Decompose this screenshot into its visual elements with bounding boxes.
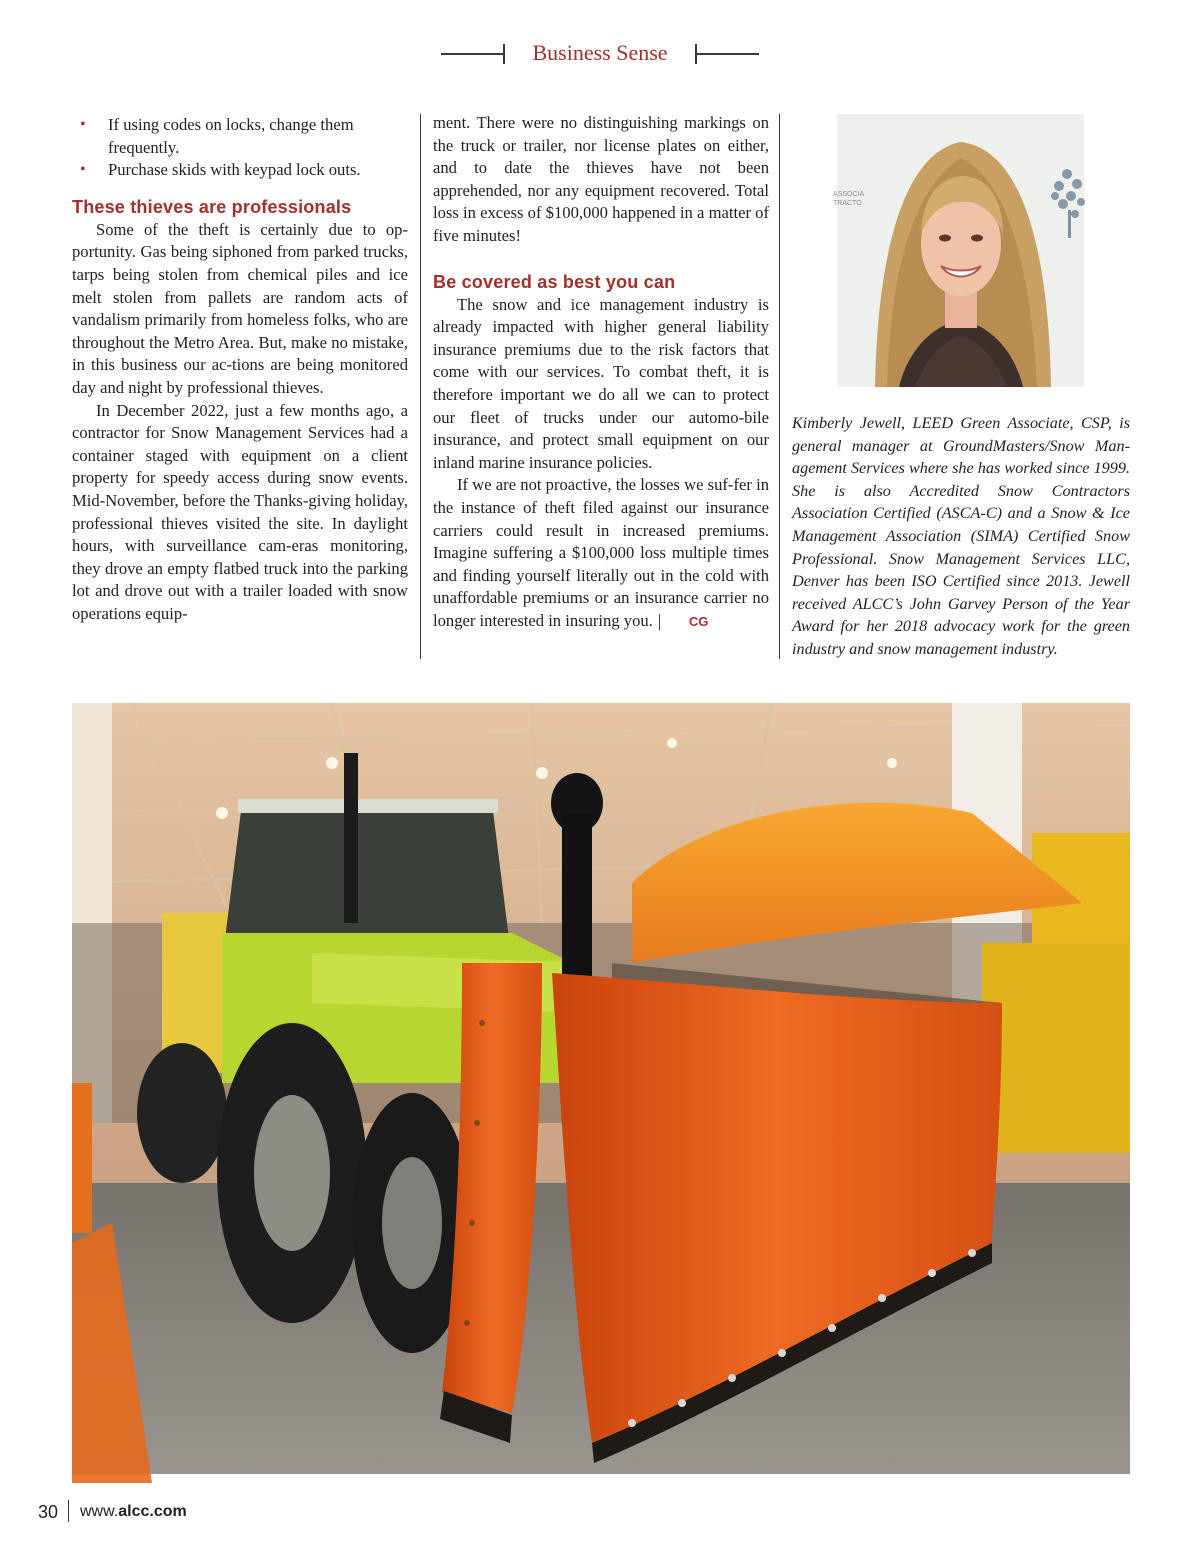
header-tick-left [503,44,505,64]
tip-text: Purchase skids with keypad lock outs. [108,160,361,180]
column-rule [779,114,780,659]
end-mark: CG [659,614,709,630]
snowplow-tractor-illustration [72,703,1130,1474]
backdrop-text: ASSOCIA [833,191,865,198]
paragraph: The snow and ice management industry is already impacted with higher general liability insurance premiums due to the risk factors that come with our services. To combat theft, it is therefore important we do all we can to protect our fleet of trucks under our automo-bile insurance, and protect small equipment on our inland marine insurance policies. [433,294,769,472]
website-url[interactable] [80,1503,187,1521]
paragraph-continued: ment. There were no distinguishing markings on the truck or trailer, nor license plates on either, and to date the thieves have not been apprehended, nor any equipment recovered. Total loss in excess of $100,000 happened in a matter of five minutes! [433,113,769,245]
article-column-1 [72,114,408,625]
bullet-icon: • [80,161,86,179]
tip-item [72,159,408,182]
section-title: Business Sense [532,40,668,65]
subheading: Be covered as best you can [433,271,676,292]
page-number: 30 [38,1502,59,1522]
paragraph: Some of the theft is certainly due to op-portunity. Gas being siphoned from parked trucks, tarps being stolen from chemical piles and ice melt stolen from pallets are random acts of vandalism primarily from homeless folks, who are throughout the Metro Area. But, make no mistake, in this business our ac-tions are being monitored day and night by professional thieves. [72,219,408,397]
tip-item [72,114,408,159]
bio-text: Kimberly Jewell, LEED Green Associate, CSP, is general manager at GroundMasters/Snow Man-agement Services where she has worked since 1999. She is also Accredited Snow Contractors Association Certified (ASCA-C) and a Snow & Ice Management Association (SIMA) Certified Snow Professional. Snow Management Services LLC, Denver has been ISO Certified since 2013. Jewell received ALCC’s John Garvey Person of the Year Award for her 2018 advocacy work for the green industry and snow management industry. [792,414,1130,658]
article-column-2 [433,112,769,632]
subheading: These thieves are professionals [72,196,352,217]
backdrop-text: TRACTO [833,200,862,207]
author-photo [833,114,1084,387]
running-header [0,40,1200,70]
author-portrait-illustration [833,114,1084,387]
bullet-icon: • [80,116,86,133]
tips-list [72,114,408,182]
header-rule-left [441,53,503,55]
header-rule-right [697,53,759,55]
url-prefix: www. [80,1503,119,1520]
snowplow-tractor-photo [72,703,1130,1474]
author-bio [792,412,1130,661]
paragraph: In December 2022, just a few months ago, a contractor for Snow Management Services had a container staged with equipment on a client property for speedy access during snow events. Mid-November, before the Thanks-giving holiday, professional thieves visited the site. In daylight hours, with surveillance cam-eras monitoring, they drove an empty flatbed truck into the parking lot and drove out with a trailer loaded with snow operations equip- [72,400,408,623]
url-domain: alcc.com [118,1503,187,1520]
paragraph [433,474,769,632]
column-rule [420,114,421,659]
tip-text: If using codes on locks, change them frequently. [108,115,354,157]
paragraph-text: If we are not proactive, the losses we suf-fer in the instance of theft filed against our insurance carriers could result in increased premiums. Imagine suffering a $100,000 loss multiple times and finding yourself literally out in the cold with unaffordable premiums or an insurance carrier no longer interested in insuring you. [433,475,769,630]
footer-separator [68,1500,69,1522]
